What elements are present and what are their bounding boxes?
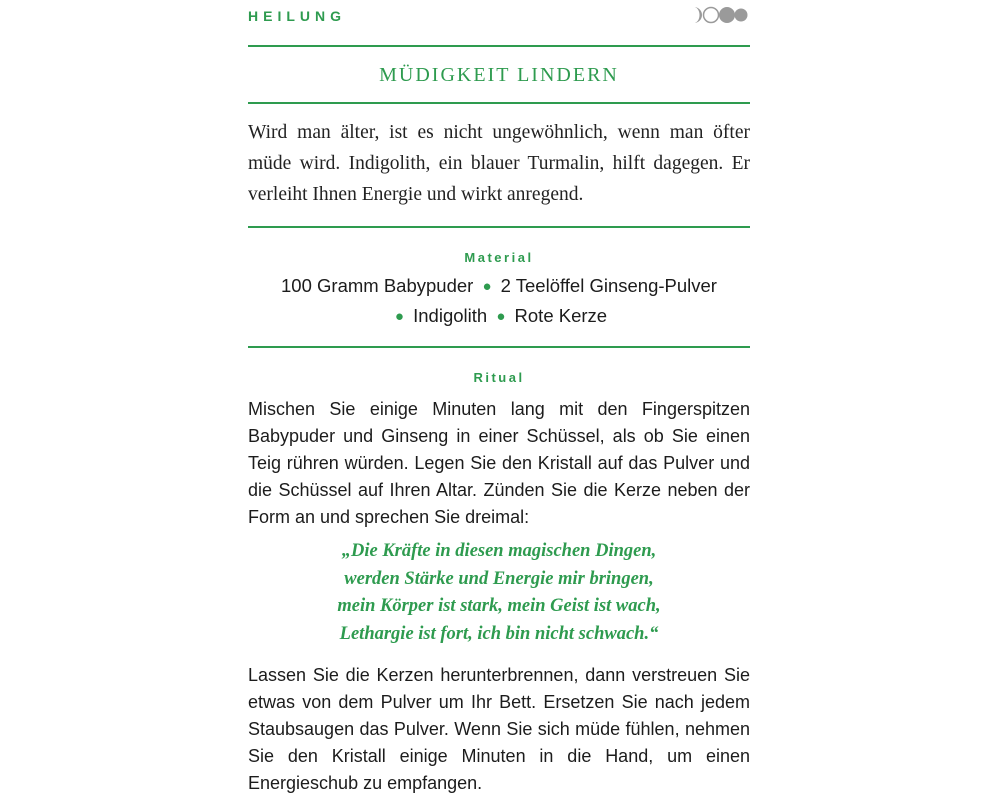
divider-title [248, 102, 750, 104]
verse-line: mein Körper ist stark, mein Geist ist wach, [337, 596, 661, 616]
material-item: 100 Gramm Babypuder [281, 275, 474, 296]
intro-paragraph: Wird man älter, ist es nicht ungewöhnlich, wenn man öfter müde wird. Indigolith, ein blauer Turmalin, hilft dagegen. Er verleiht Ihnen Energie und wirkt anregend. [248, 122, 750, 205]
moon-phases-icon [686, 6, 748, 24]
divider-intro [248, 226, 750, 228]
ritual-paragraph-1: Mischen Sie einige Minuten lang mit den Fingerspitzen Babypuder und Ginseng in einer Schüssel, als ob Sie einen Teig rühren würden. Legen Sie den Kristall auf das Pulver und die Schüssel auf Ihren Altar. Zünden Sie die Kerze neben der Form an und sprechen Sie dreimal: [248, 399, 750, 527]
bullet-dot: ● [394, 308, 404, 325]
divider-top [248, 45, 750, 47]
book-page [248, 0, 750, 800]
crescent-moon-icon [694, 7, 702, 23]
full-moon-small-icon [735, 9, 748, 22]
ritual-heading: Ritual [473, 370, 525, 385]
full-moon-icon [719, 7, 735, 23]
incantation-verse [248, 538, 750, 648]
material-item: 2 Teelöffel Ginseng-Pulver [500, 275, 717, 296]
material-item: Rote Kerze [514, 305, 608, 326]
section-label: HEILUNG [248, 8, 346, 24]
material-list [248, 272, 750, 332]
page-header [248, 0, 750, 34]
verse-line: Lethargie ist fort, ich bin nicht schwach.“ [339, 623, 659, 644]
material-item: Indigolith [413, 305, 488, 326]
verse-line: werden Stärke und Energie mir bringen, [344, 568, 654, 589]
verse-line: „Die Kräfte in diesen magischen Dingen, [341, 541, 657, 561]
new-moon-icon [704, 8, 719, 23]
divider-material [248, 346, 750, 348]
ritual-paragraph-2: Lassen Sie die Kerzen herunterbrennen, dann verstreuen Sie etwas von dem Pulver um Ihr Bett. Ersetzen Sie nach jedem Staubsaugen das Pulver. Wenn Sie sich müde fühlen, nehmen Sie den Kristall einige Minuten in die Hand, um einen Energieschub zu empfangen. [248, 665, 750, 793]
material-heading: Material [464, 250, 534, 265]
page-title: MÜDIGKEIT LINDERN [379, 64, 619, 86]
bullet-dot: ● [496, 308, 506, 325]
bullet-dot: ● [482, 278, 492, 295]
